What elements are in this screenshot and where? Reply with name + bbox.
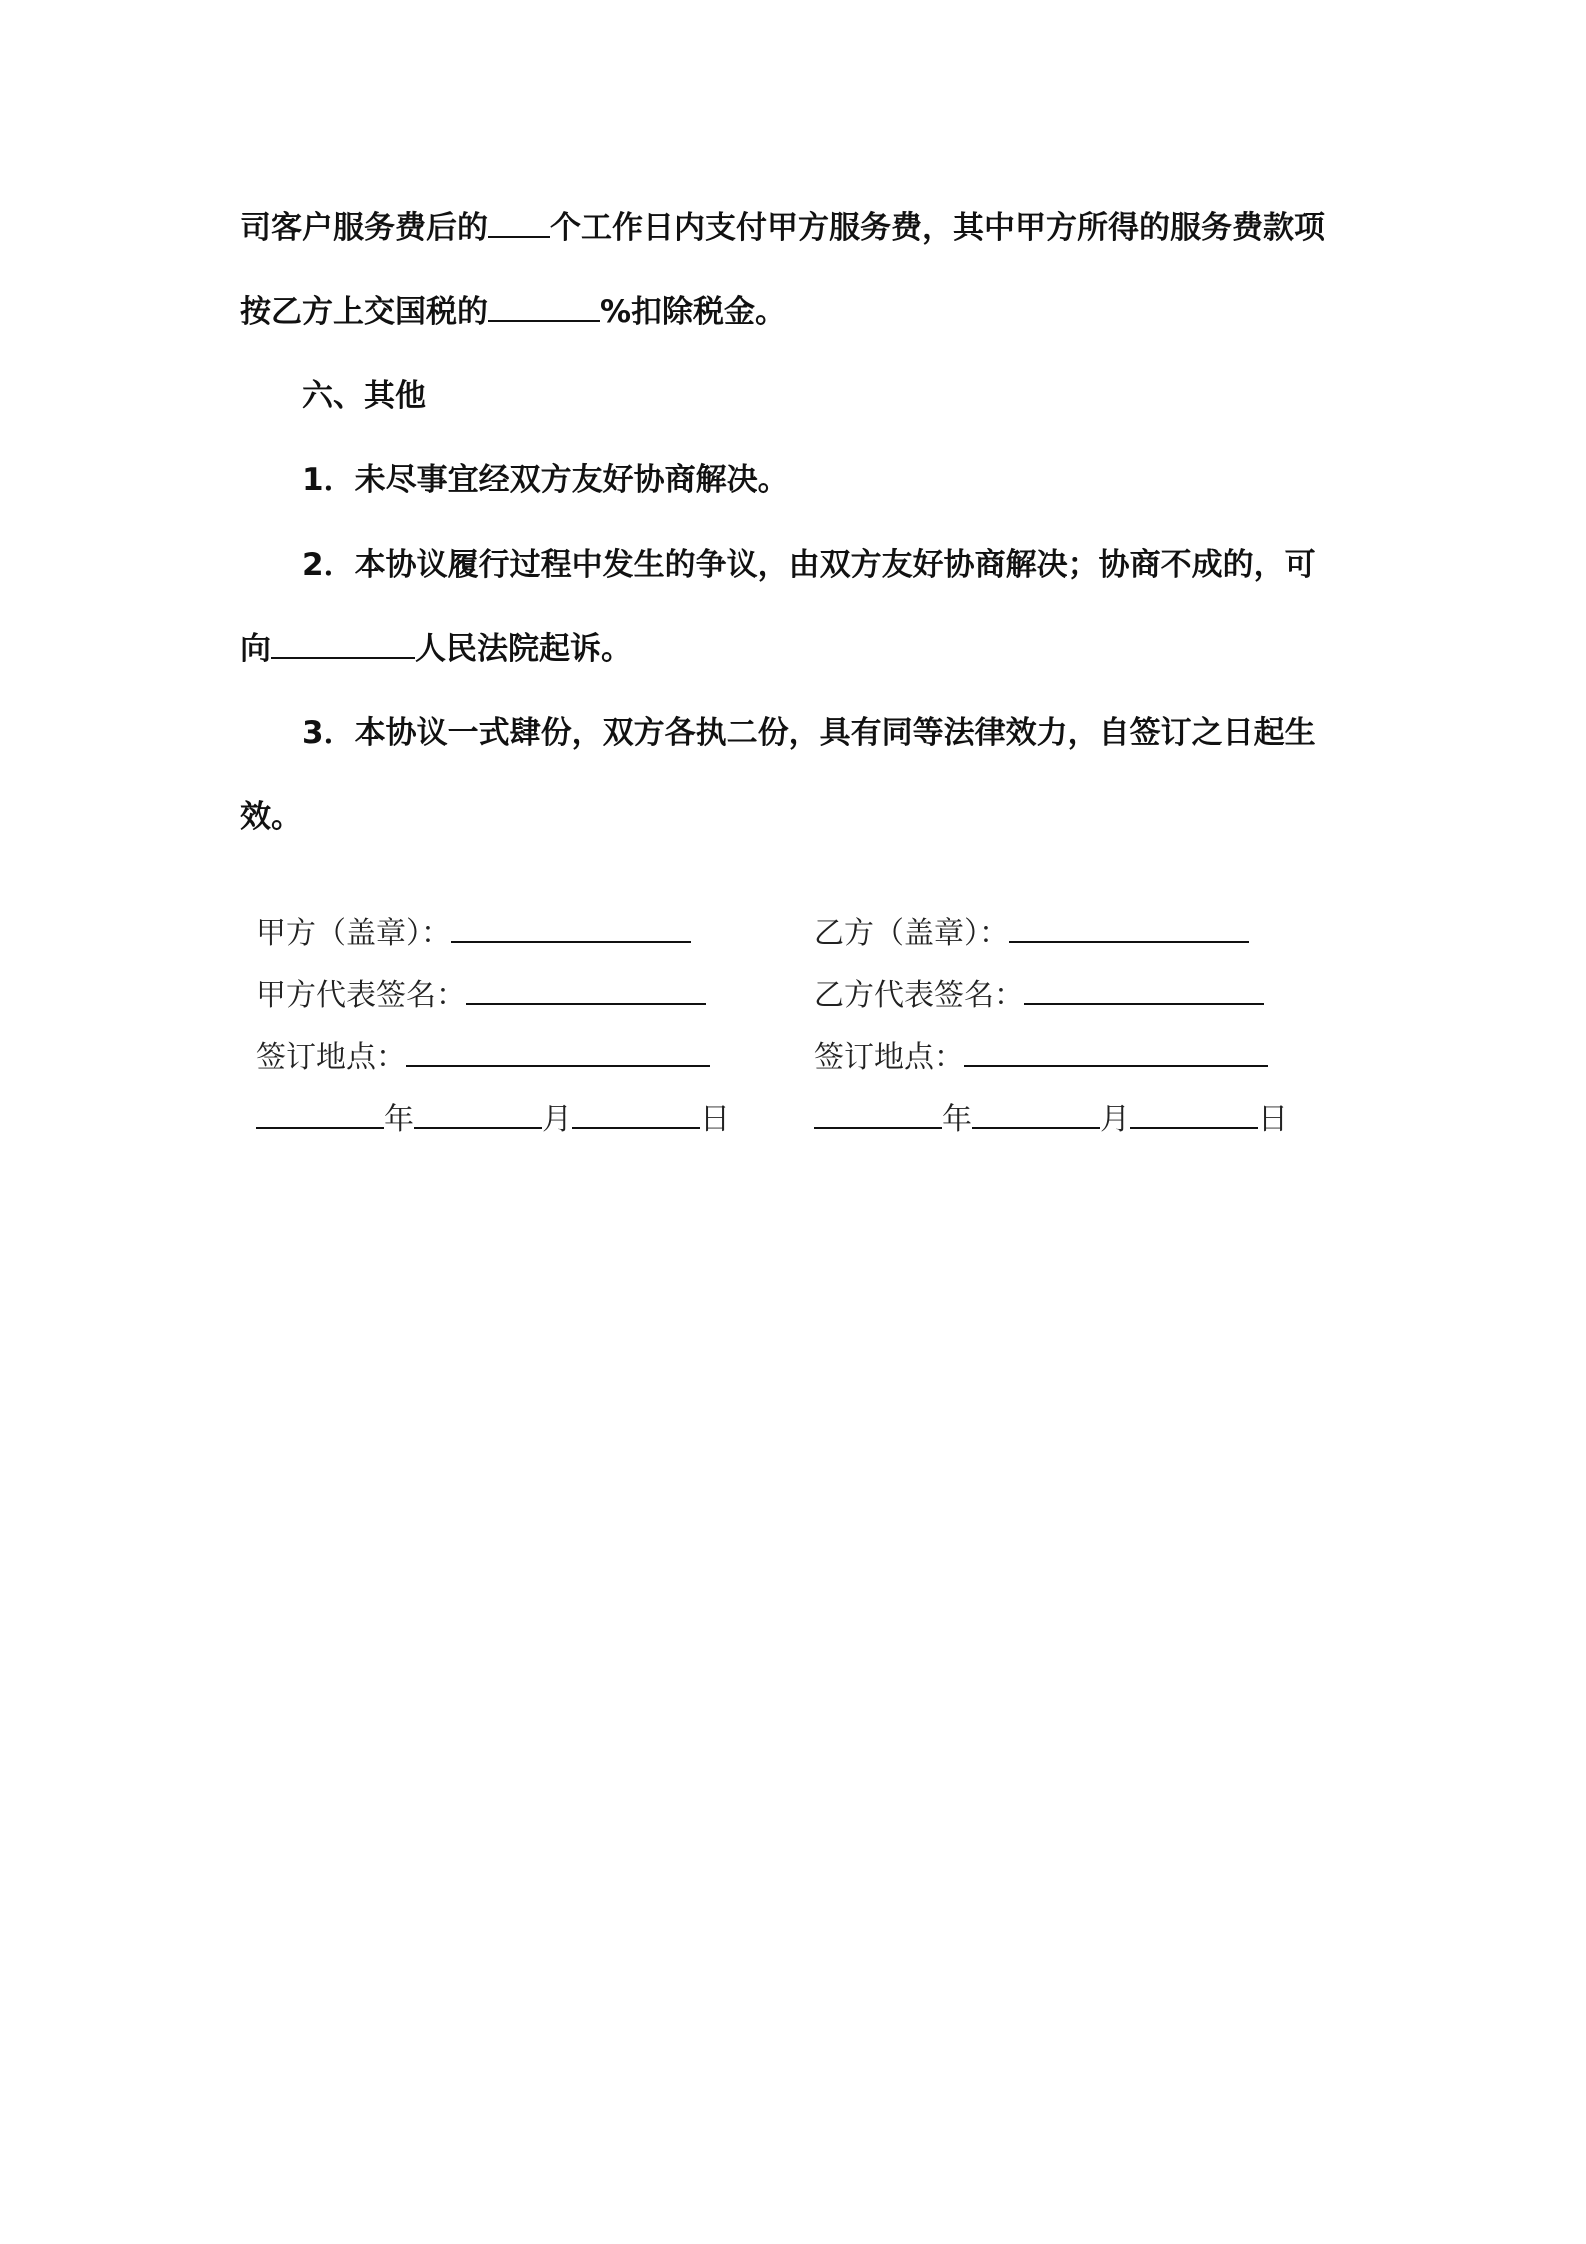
party-b-seal-label: 乙方（盖章）： — [814, 916, 1009, 951]
party-b-month-field[interactable] — [972, 1101, 1100, 1129]
party-b-year-field[interactable] — [814, 1101, 942, 1129]
paragraph-line-2 — [240, 292, 786, 332]
paragraph-line-1 — [240, 208, 1325, 248]
paragraph-line-1-text-a: 司客户服务费后的 — [240, 210, 488, 246]
party-b-place-field[interactable] — [964, 1039, 1268, 1067]
party-a-month-field[interactable] — [414, 1101, 542, 1129]
item-2-line-1: 2．本协议履行过程中发生的争议，由双方友好协商解决；协商不成的，可 — [302, 547, 1316, 583]
party-b-day-field[interactable] — [1130, 1101, 1258, 1129]
party-b-place-label: 签订地点： — [814, 1040, 964, 1075]
party-b-rep-row — [814, 976, 1264, 1016]
party-a-seal-field[interactable] — [451, 915, 691, 943]
party-b-rep-field[interactable] — [1024, 977, 1264, 1005]
paragraph-line-1-text-b: 个工作日内支付甲方服务费，其中甲方所得的服务费款项 — [550, 210, 1325, 246]
court-name-blank[interactable] — [271, 629, 415, 659]
party-a-year-field[interactable] — [256, 1101, 384, 1129]
tax-percent-blank[interactable] — [488, 292, 600, 322]
paragraph-line-2-text-a: 按乙方上交国税的 — [240, 294, 488, 330]
party-a-year-label: 年 — [384, 1102, 414, 1137]
party-b-month-label: 月 — [1100, 1102, 1130, 1137]
item-2-line-2-text-a: 向 — [240, 631, 271, 667]
party-a-rep-label: 甲方代表签名： — [256, 978, 466, 1013]
item-2-line-2-text-b: 人民法院起诉。 — [415, 631, 632, 667]
party-a-rep-field[interactable] — [466, 977, 706, 1005]
paragraph-line-2-text-b: %扣除税金。 — [600, 294, 787, 330]
item-1: 1．未尽事宜经双方友好协商解决。 — [302, 462, 789, 498]
party-a-date-row — [256, 1100, 730, 1140]
party-b-seal-row — [814, 914, 1249, 954]
party-b-place-row — [814, 1038, 1268, 1078]
party-a-seal-row — [256, 914, 691, 954]
party-a-place-row — [256, 1038, 710, 1078]
party-a-day-label: 日 — [700, 1102, 730, 1137]
party-a-month-label: 月 — [542, 1102, 572, 1137]
party-a-place-label: 签订地点： — [256, 1040, 406, 1075]
party-b-rep-label: 乙方代表签名： — [814, 978, 1024, 1013]
party-a-rep-row — [256, 976, 706, 1016]
party-a-place-field[interactable] — [406, 1039, 710, 1067]
party-b-seal-field[interactable] — [1009, 915, 1249, 943]
party-a-day-field[interactable] — [572, 1101, 700, 1129]
party-a-seal-label: 甲方（盖章）： — [256, 916, 451, 951]
party-b-year-label: 年 — [942, 1102, 972, 1137]
section-heading: 六、其他 — [302, 378, 426, 414]
item-3-line-1: 3．本协议一式肆份，双方各执二份，具有同等法律效力，自签订之日起生 — [302, 715, 1316, 751]
item-2-line-2 — [240, 629, 632, 669]
work-days-blank[interactable] — [488, 208, 550, 238]
party-b-date-row — [814, 1100, 1288, 1140]
party-b-day-label: 日 — [1258, 1102, 1288, 1137]
item-3-line-2: 效。 — [240, 799, 302, 835]
